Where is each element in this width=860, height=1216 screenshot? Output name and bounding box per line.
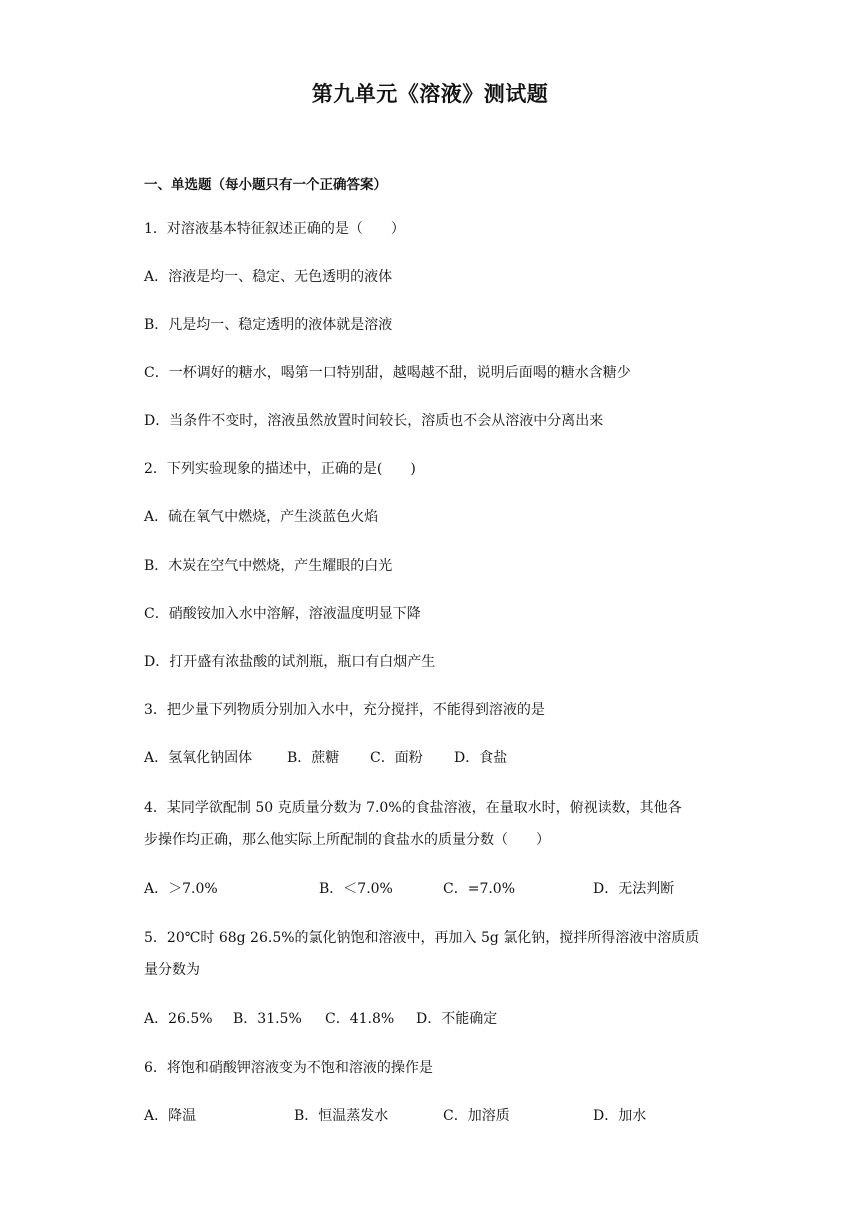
- question-5-stem-line-2: 量分数为: [144, 962, 200, 978]
- question-4-option-c: C．=7.0%: [443, 881, 516, 897]
- question-1-option-c: C．一杯调好的糖水，喝第一口特别甜，越喝越不甜，说明后面喝的糖水含糖少: [144, 365, 631, 381]
- question-5-option-b: B．31.5%: [233, 1011, 302, 1027]
- question-4-option-b: B．＜7.0%: [319, 881, 393, 897]
- question-6-option-d: D．加水: [593, 1108, 647, 1124]
- question-6-option-c: C．加溶质: [443, 1108, 510, 1124]
- question-3-option-c: C．面粉: [370, 750, 423, 766]
- question-2-option-c: C．硝酸铵加入水中溶解，溶液温度明显下降: [144, 606, 421, 622]
- question-3-option-a: A．氢氧化钠固体: [144, 750, 253, 766]
- question-5-option-d: D．不能确定: [416, 1011, 498, 1027]
- question-4-option-d: D．无法判断: [593, 881, 675, 897]
- section-heading: 一、单选题（每小题只有一个正确答案）: [144, 177, 387, 193]
- question-4-option-a: A．＞7.0%: [144, 881, 218, 897]
- question-2-option-a: A．硫在氧气中燃烧，产生淡蓝色火焰: [144, 509, 379, 525]
- question-5-option-a: A．26.5%: [144, 1011, 213, 1027]
- question-3-option-b: B．蔗糖: [287, 750, 340, 766]
- question-6-option-a: A．降温: [144, 1108, 197, 1124]
- question-6-option-b: B．恒温蒸发水: [294, 1108, 389, 1124]
- question-1-stem: 1．对溶液基本特征叙述正确的是（ ）: [144, 221, 405, 237]
- question-2-option-d: D．打开盛有浓盐酸的试剂瓶，瓶口有白烟产生: [144, 654, 436, 670]
- question-3-option-d: D．食盐: [454, 750, 508, 766]
- question-1-option-b: B．凡是均一、稳定透明的液体就是溶液: [144, 317, 393, 333]
- question-2-stem: 2．下列实验现象的描述中，正确的是( ): [144, 461, 416, 477]
- question-1-option-d: D．当条件不变时，溶液虽然放置时间较长，溶质也不会从溶液中分离出来: [144, 413, 604, 429]
- question-6-stem: 6．将饱和硝酸钾溶液变为不饱和溶液的操作是: [144, 1060, 433, 1076]
- question-5-stem-line-1: 5．20℃时 68g 26.5%的氯化钠饱和溶液中，再加入 5g 氯化钠，搅拌所得溶液中溶质质: [144, 930, 700, 946]
- question-4-stem-line-2: 步操作均正确，那么他实际上所配制的食盐水的质量分数（ ）: [144, 832, 550, 848]
- page-title: 第九单元《溶液》测试题: [311, 82, 549, 106]
- question-3-stem: 3．把少量下列物质分别加入水中，充分搅拌，不能得到溶液的是: [144, 702, 545, 718]
- question-5-option-c: C．41.8%: [325, 1011, 395, 1027]
- question-1-option-a: A．溶液是均一、稳定、无色透明的液体: [144, 269, 393, 285]
- question-4-stem-line-1: 4．某同学欲配制 50 克质量分数为 7.0%的食盐溶液，在量取水时，俯视读数，其他各: [144, 800, 682, 816]
- question-2-option-b: B．木炭在空气中燃烧，产生耀眼的白光: [144, 558, 393, 574]
